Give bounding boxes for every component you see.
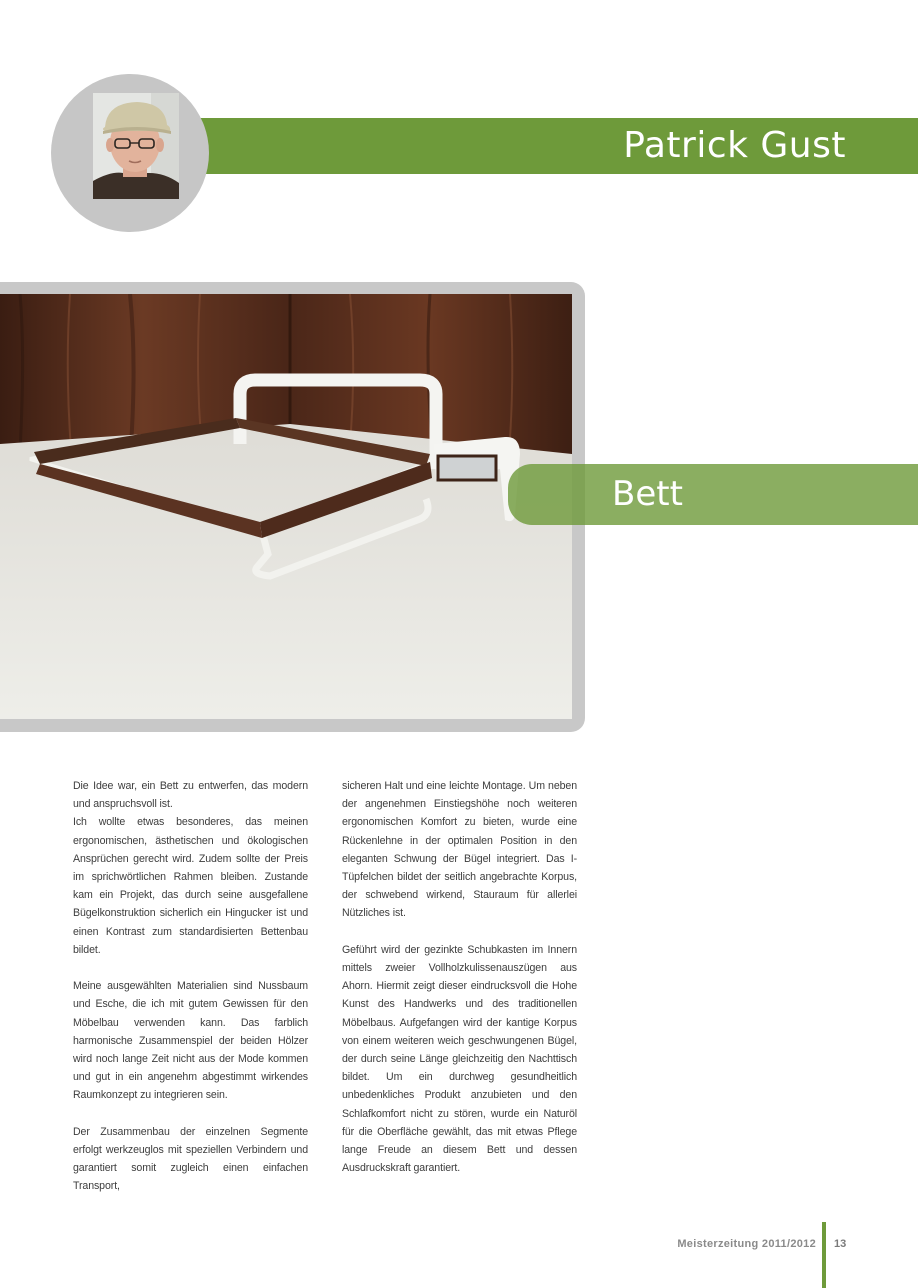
author-name: Patrick Gust	[623, 125, 846, 166]
author-portrait	[93, 93, 179, 199]
project-title-banner	[508, 464, 918, 525]
article-column-right	[342, 777, 577, 1177]
name-banner	[200, 118, 918, 174]
bed-photo-image	[0, 294, 572, 719]
article-column-left	[73, 777, 308, 1196]
paragraph: sicheren Halt und eine leichte Montage. Um neben der angenehmen Einstiegshöhe noch weiteren ergonomischen Komfort zu bieten, wurde eine Rückenlehne in der optimalen Position in den eleganten Schwung der Bügel integriert. Das I-Tüpfelchen bildet der seitlich angebrachte Korpus, der schwebend wirkend, Stauraum für allerlei Nützliches ist.	[342, 780, 577, 920]
paragraph: Meine ausgewählten Materialien sind Nussbaum und Esche, die ich mit gutem Gewissen für den Möbelbau verwenden kann. Das farblich harmonische Zusammenspiel der beiden Hölzer wird noch lange Zeit nicht aus der Mode kommen und gut in ein angenehm abgestimmt wirkendes Raumkonzept zu integrieren sein.	[73, 980, 308, 1102]
paragraph: Geführt wird der gezinkte Schubkasten im Innern mittels zweier Vollholzkulissenauszügen aus Ahorn. Hiermit zeigt dieser eindrucksvoll die Hohe Kunst des Handwerks und des traditionellen Möbelbaus. Aufgefangen wird der kantige Korpus von einem weiteren weich geschwungenen Bügel, der durch seine Länge gleichzeitig den Nachttisch bildet. Um ein durchweg gesundheitlich unbedenkliches Produkt anzubieten und den Schlafkomfort nicht zu stören, wurde ein Naturöl für die Oberfläche gewählt, das mit etwas Pflege lange Freude an diesem Bett und dessen Ausdruckskraft garantiert.	[342, 943, 577, 1175]
bed-photo	[0, 294, 572, 719]
portrait-image	[93, 93, 179, 199]
paragraph: Der Zusammenbau der einzelnen Segmente erfolgt werkzeuglos mit speziellen Verbindern und garantiert somit zugleich einen einfachen Transport,	[73, 1125, 308, 1193]
publication-title: Meisterzeitung 2011/2012	[677, 1238, 816, 1250]
paragraph: Die Idee war, ein Bett zu entwerfen, das modern und anspruchsvoll ist.	[73, 780, 308, 811]
footer-divider	[822, 1222, 826, 1288]
paragraph: Ich wollte etwas besonderes, das meinen ergonomischen, ästhetischen und ökologischen Ansprüchen gerecht wird. Zudem sollte der Preis im sprichwörtlichen Rahmen bleiben. Zustande kam ein Projekt, das durch seine ausgefallene Bügelkonstruktion sicherlich ein Hingucker ist und einen Kontrast zum standardisierten Bettenbau bildet.	[73, 816, 308, 956]
page-number: 13	[834, 1238, 847, 1250]
project-title: Bett	[612, 474, 683, 514]
